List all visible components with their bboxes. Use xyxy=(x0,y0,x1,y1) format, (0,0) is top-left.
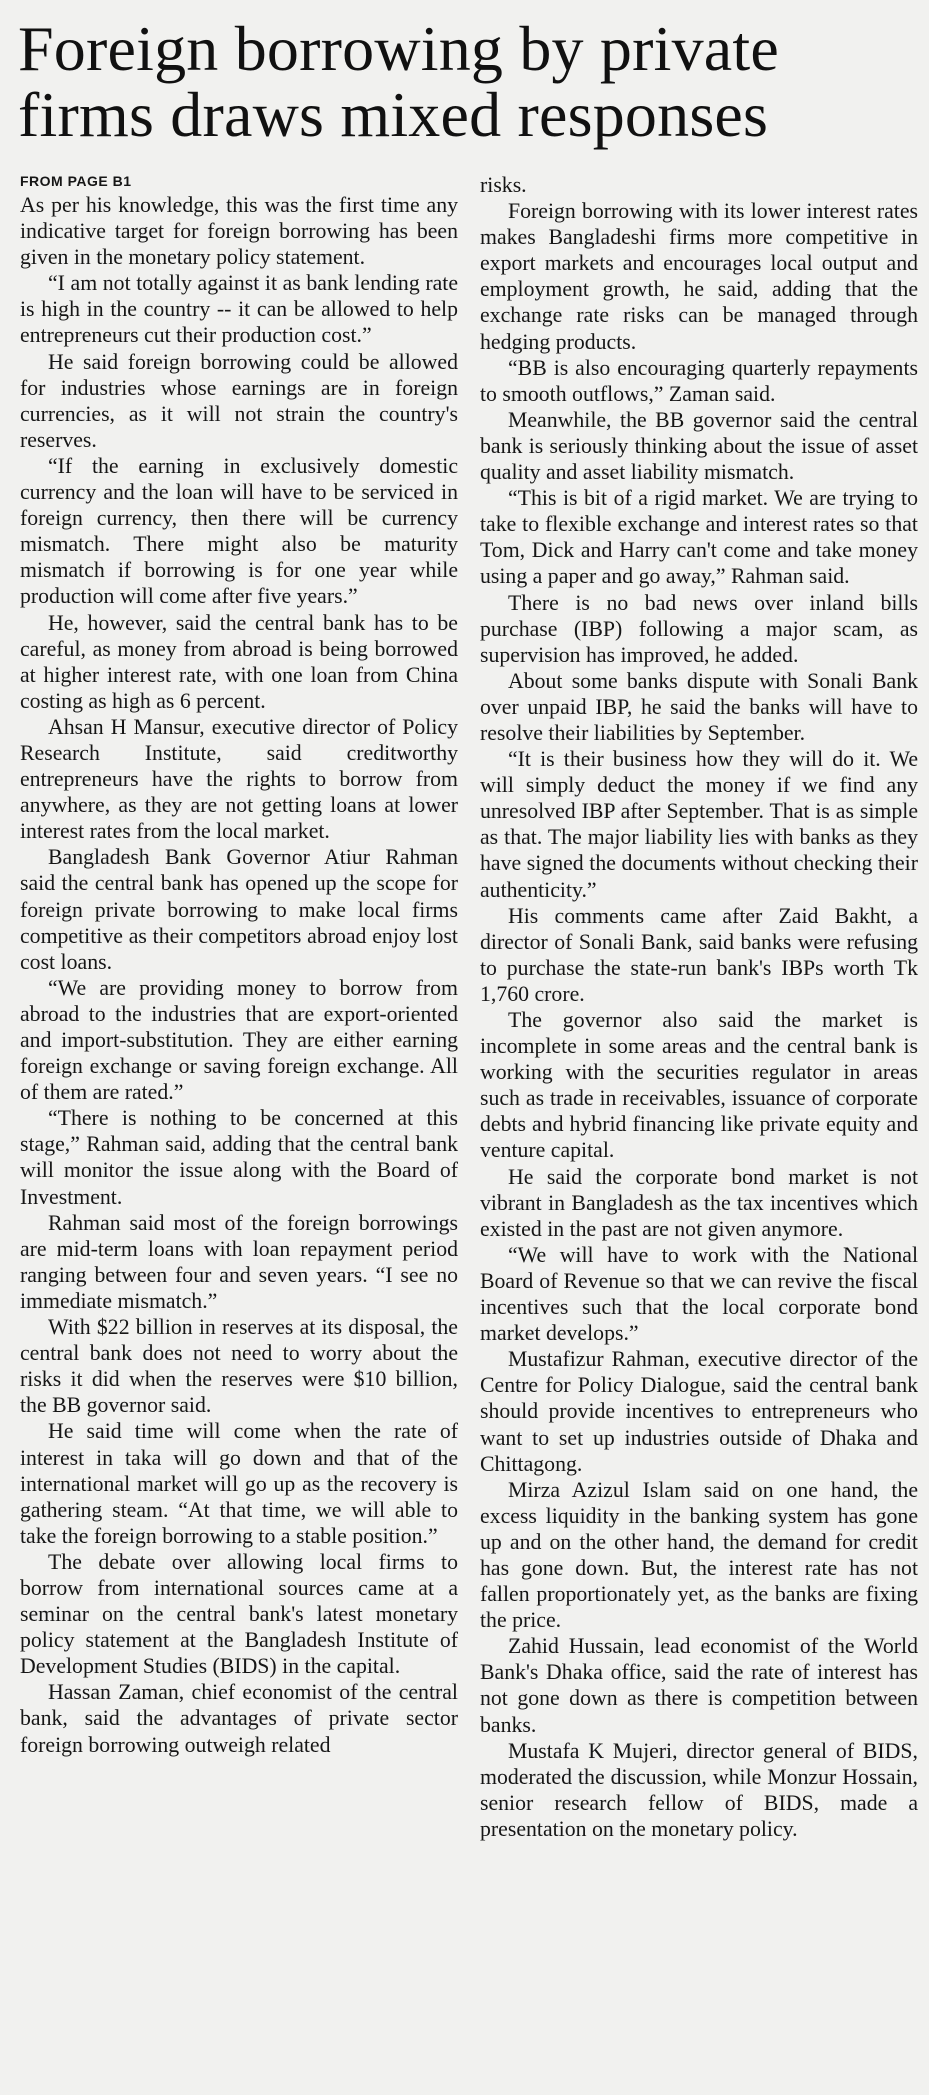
paragraph: “I am not totally against it as bank lending rate is high in the country -- it can be allowed to help entrepreneurs cut their production cost.” xyxy=(20,271,458,348)
paragraph: About some banks dispute with Sonali Bank over unpaid IBP, he said the banks will have to resolve their liabilities by September. xyxy=(480,668,918,745)
paragraph: “It is their business how they will do it. We will simply deduct the money if we find any unresolved IBP after September. That is as simple as that. The major liability lies with banks as they have signed the documents without checking their authenticity.” xyxy=(480,747,918,902)
paragraph: Foreign borrowing with its lower interest rates makes Bangladeshi firms more competitive in export markets and encourages local output and employment growth, he said, adding that the exchange rate risks can be managed through hedging products. xyxy=(480,199,918,354)
paragraph: Mirza Azizul Islam said on one hand, the excess liquidity in the banking system has gone up and on the other hand, the demand for credit has gone down. But, the interest rate has not fallen proportionately yet, as the banks are fixing the price. xyxy=(480,1477,918,1633)
paragraph: Rahman said most of the foreign borrowings are mid-term loans with loan repayment period ranging between four and seven years. “I see no immediate mismatch.” xyxy=(20,1210,458,1313)
paragraph: Ahsan H Mansur, executive director of Policy Research Institute, said creditworthy entrepreneurs have the rights to borrow from anywhere, as they are not getting loans at lower interest rates from the local market. xyxy=(20,714,458,844)
paragraph: “We will have to work with the National Board of Revenue so that we can revive the fiscal incentives such that the local corporate bond market develops.” xyxy=(480,1242,918,1346)
paragraph: The debate over allowing local firms to borrow from international sources came at a seminar on the central bank's latest monetary policy statement at the Bangladesh Institute of Development Studies (BIDS) in the capital. xyxy=(20,1549,458,1679)
paragraph: He, however, said the central bank has to be careful, as money from abroad is being borrowed at higher interest rate, with one loan from China costing as high as 6 percent. xyxy=(20,610,458,713)
paragraph: Zahid Hussain, lead economist of the World Bank's Dhaka office, said the rate of interest has not gone down as there is competition between banks. xyxy=(480,1634,918,1737)
paragraph: Hassan Zaman, chief economist of the central bank, said the advantages of private sector foreign borrowing outweigh related xyxy=(20,1680,458,1757)
paragraph: He said time will come when the rate of interest in taka will go down and that of the international market will go up as the recovery is gathering steam. “At that time, we will able to take the foreign borrowing to a stable position.” xyxy=(20,1419,458,1548)
paragraph: “BB is also encouraging quarterly repayments to smooth outflows,” Zaman said. xyxy=(480,355,918,406)
paragraph: Meanwhile, the BB governor said the central bank is seriously thinking about the issue of asset quality and asset liability mismatch. xyxy=(480,407,918,485)
paragraph: He said the corporate bond market is not vibrant in Bangladesh as the tax incentives which existed in the past are not given anymore. xyxy=(480,1164,918,1241)
right-column xyxy=(480,172,918,2087)
paragraph: The governor also said the market is incomplete in some areas and the central bank is working with the securities regulator in areas such as trade in receivables, issuance of corporate debts and hybrid financing like private equity and venture capital. xyxy=(480,1008,918,1163)
paragraph: “If the earning in exclusively domestic currency and the loan will have to be serviced in foreign currency, then there will be currency mismatch. There might also be maturity mismatch if borrowing is for one year while production will come after five years.” xyxy=(20,453,458,609)
paragraph: risks. xyxy=(480,173,527,197)
left-column xyxy=(20,172,458,2087)
paragraph: Bangladesh Bank Governor Atiur Rahman said the central bank has opened up the scope for foreign private borrowing to make local firms competitive as their competitors abroad enjoy lost cost loans. xyxy=(20,845,458,974)
paragraph: “There is nothing to be concerned at this stage,” Rahman said, adding that the central bank will monitor the issue along with the Board of Investment. xyxy=(20,1106,458,1209)
headline: Foreign borrowing by private firms draws mixed responses xyxy=(18,13,780,150)
paragraph: “This is bit of a rigid market. We are trying to take to flexible exchange and interest rates so that Tom, Dick and Harry can't come and take money using a paper and go away,” Rahman said. xyxy=(480,486,918,589)
paragraph: There is no bad news over inland bills purchase (IBP) following a major scam, as supervision has improved, he added. xyxy=(480,590,918,667)
paragraph: Mustafizur Rahman, executive director of the Centre for Policy Dialogue, said the central bank should provide incentives to entrepreneurs who want to set up industries outside of Dhaka and Chittagong. xyxy=(480,1347,918,1476)
dateline: FROM PAGE B1 xyxy=(20,173,132,189)
paragraph: His comments came after Zaid Bakht, a director of Sonali Bank, said banks were refusing to purchase the state-run bank's IBPs worth Tk 1,760 crore. xyxy=(480,903,918,1006)
paragraph: With $22 billion in reserves at its disposal, the central bank does not need to worry about the risks it did when the reserves were $10 billion, the BB governor said. xyxy=(20,1315,458,1418)
paragraph: As per his knowledge, this was the first time any indicative target for foreign borrowing has been given in the monetary policy statement. xyxy=(20,193,458,270)
paragraph: “We are providing money to borrow from abroad to the industries that are export-oriented and import-substitution. They are either earning foreign exchange or saving foreign exchange. All of them are rated.” xyxy=(20,975,458,1105)
paragraph: Mustafa K Mujeri, director general of BIDS, moderated the discussion, while Monzur Hossain, senior research fellow of BIDS, made a presentation on the monetary policy. xyxy=(480,1738,918,1841)
paragraph: He said foreign borrowing could be allowed for industries whose earnings are in foreign currencies, as it will not strain the country's reserves. xyxy=(20,349,458,452)
